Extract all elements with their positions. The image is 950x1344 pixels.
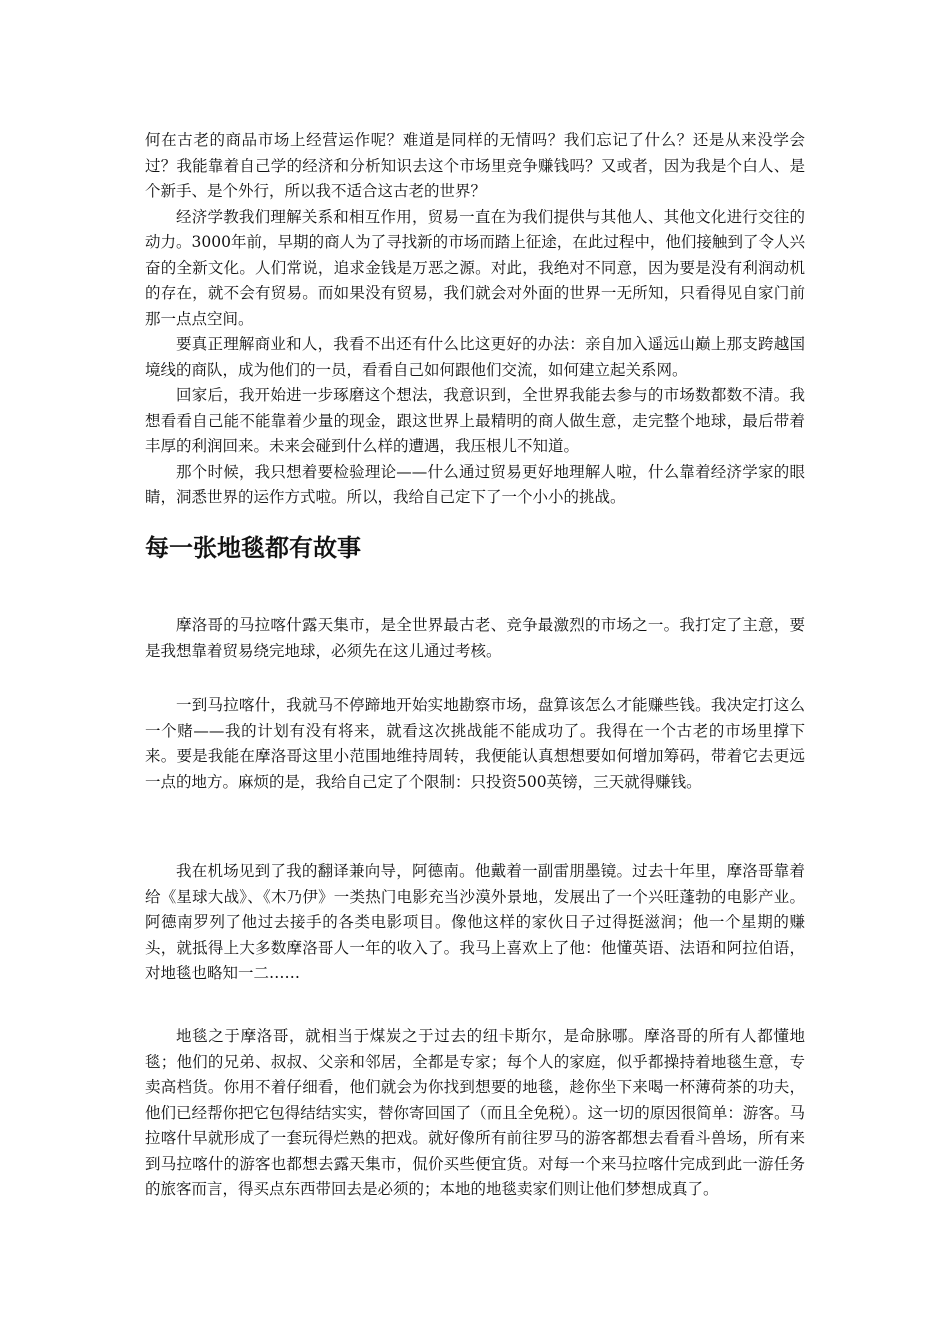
section-heading: 每一张地毯都有故事 xyxy=(145,534,361,562)
intro-paragraph-1: 何在古老的商品市场上经营运作呢？难道是同样的无情吗？我们忘记了什么？还是从来没学会过？我能靠着自己学的经济和分析知识去这个市场里竞争赚钱吗？又或者，因为我是个白人、是个新手、是个外行，所以我不适合这古老的世界？ xyxy=(145,131,805,200)
section-paragraph-2: 一到马拉喀什，我就马不停蹄地开始实地勘察市场，盘算该怎么才能赚些钱。我决定打这么一个赌——我的计划有没有将来，就看这次挑战能不能成功了。我得在一个古老的市场里撑下来。要是我能在摩洛哥这里小范围地维持周转，我便能认真想想要如何增加筹码，带着它去更远一点的地方。麻烦的是，我给自己定了个限制：只投资500英镑，三天就得赚钱。 xyxy=(145,696,805,791)
intro-paragraph-4: 回家后，我开始进一步琢磨这个想法，我意识到，全世界我能去参与的市场数都数不清。我想看看自己能不能靠着少量的现金，跟这世界上最精明的商人做生意，走完整个地球，最后带着丰厚的利润回来。未来会碰到什么样的遭遇，我压根儿不知道。 xyxy=(145,386,805,455)
intro-paragraph-2: 经济学教我们理解关系和相互作用，贸易一直在为我们提供与其他人、其他文化进行交往的动力。3000年前，早期的商人为了寻找新的市场而踏上征途，在此过程中，他们接触到了令人兴奋的全新文化。人们常说，追求金钱是万恶之源。对此，我绝对不同意，因为要是没有利润动机的存在，就不会有贸易。而如果没有贸易，我们就会对外面的世界一无所知，只看得见自家门前那一点点空间。 xyxy=(145,207,805,328)
section-paragraph-3: 我在机场见到了我的翻译兼向导，阿德南。他戴着一副雷朋墨镜。过去十年里，摩洛哥靠着给《星球大战》、《木乃伊》一类热门电影充当沙漠外景地，发展出了一个兴旺蓬勃的电影产业。阿德南罗列了他过去接手的各类电影项目。像他这样的家伙日子过得挺滋润；他一个星期的赚头，就抵得上大多数摩洛哥人一年的收入了。我马上喜欢上了他：他懂英语、法语和阿拉伯语，对地毯也略知一二…… xyxy=(145,862,805,982)
section-paragraph-4: 地毯之于摩洛哥，就相当于煤炭之于过去的纽卡斯尔，是命脉哪。摩洛哥的所有人都懂地毯；他们的兄弟、叔叔、父亲和邻居，全都是专家；每个人的家庭，似乎都操持着地毯生意，专卖高档货。你用不着仔细看，他们就会为你找到想要的地毯，趁你坐下来喝一杯薄荷茶的功夫，他们已经帮你把它包得结结实实，替你寄回国了（而且全免税）。这一切的原因很简单：游客。马拉喀什早就形成了一套玩得烂熟的把戏。就好像所有前往罗马的游客都想去看看斗兽场，所有来到马拉喀什的游客也都想去露天集市，侃价买些便宜货。对每一个来马拉喀什完成到此一游任务的旅客而言，得买点东西带回去是必须的；本地的地毯卖家们则让他们梦想成真了。 xyxy=(145,1027,805,1198)
intro-paragraph-5: 那个时候，我只想着要检验理论——什么通过贸易更好地理解人啦，什么靠着经济学家的眼睛，洞悉世界的运作方式啦。所以，我给自己定下了一个小小的挑战。 xyxy=(145,462,805,506)
intro-paragraph-3: 要真正理解商业和人，我看不出还有什么比这更好的办法：亲自加入遥远山巅上那支跨越国境线的商队，成为他们的一员，看看自己如何跟他们交流，如何建立起关系网。 xyxy=(145,335,805,379)
section-paragraph-1: 摩洛哥的马拉喀什露天集市，是全世界最古老、竞争最激烈的市场之一。我打定了主意，要是我想靠着贸易绕完地球，必须先在这儿通过考核。 xyxy=(145,616,805,660)
